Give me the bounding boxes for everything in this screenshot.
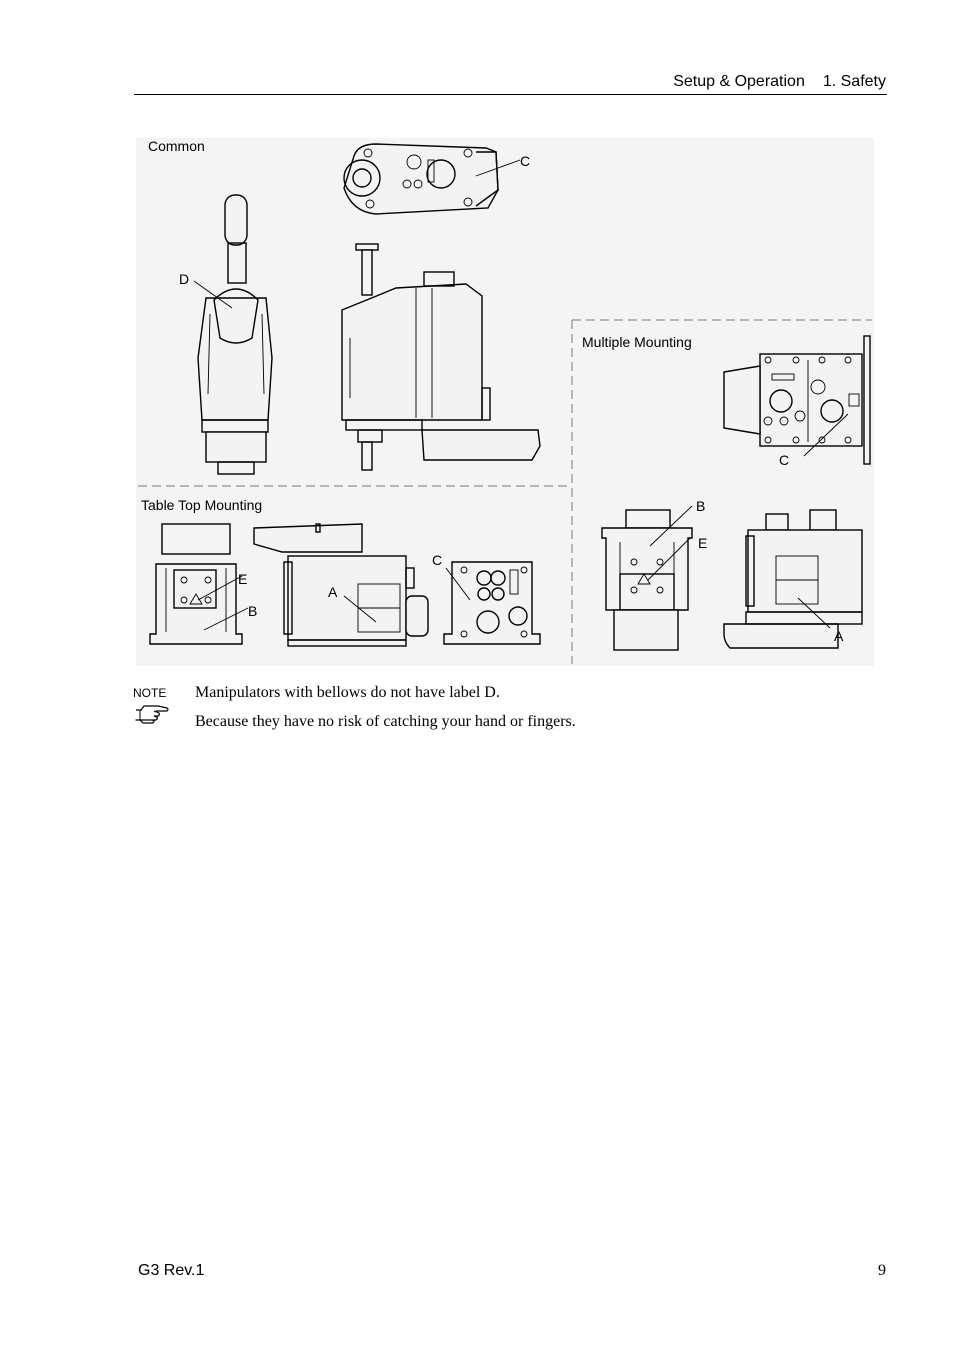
callout-table-top-c: C bbox=[432, 552, 443, 568]
footer-page-number: 9 bbox=[878, 1262, 886, 1279]
label-location-figure bbox=[136, 138, 874, 666]
callout-common-d: D bbox=[179, 271, 190, 287]
region-label-common: Common bbox=[148, 138, 205, 154]
running-header bbox=[673, 73, 886, 91]
note-line-1: Manipulators with bellows do not have label D. bbox=[195, 684, 500, 701]
callout-table-top-b: B bbox=[248, 603, 258, 619]
header-rule bbox=[134, 94, 887, 95]
region-label-table-top-mounting: Table Top Mounting bbox=[141, 497, 263, 513]
callout-multiple-a: A bbox=[834, 628, 844, 644]
footer-document-id: G3 Rev.1 bbox=[138, 1262, 205, 1279]
callout-common-c: C bbox=[520, 153, 531, 169]
table-top-rear-view-drawing bbox=[444, 562, 540, 644]
region-label-multiple-mounting: Multiple Mounting bbox=[582, 334, 692, 350]
callout-multiple-c: C bbox=[779, 452, 790, 468]
multiple-front-view-drawing bbox=[602, 506, 692, 650]
callout-table-top-e: E bbox=[238, 571, 248, 587]
note-label: NOTE bbox=[133, 686, 167, 700]
callout-multiple-b: B bbox=[696, 498, 706, 514]
note-line-2: Because they have no risk of catching your hand or fingers. bbox=[195, 713, 576, 730]
header-chapter: 1. Safety bbox=[822, 73, 886, 90]
callout-table-top-a: A bbox=[328, 584, 338, 600]
callout-multiple-e: E bbox=[698, 535, 708, 551]
header-section: Setup & Operation bbox=[673, 73, 805, 90]
pointing-hand-icon bbox=[134, 702, 170, 724]
